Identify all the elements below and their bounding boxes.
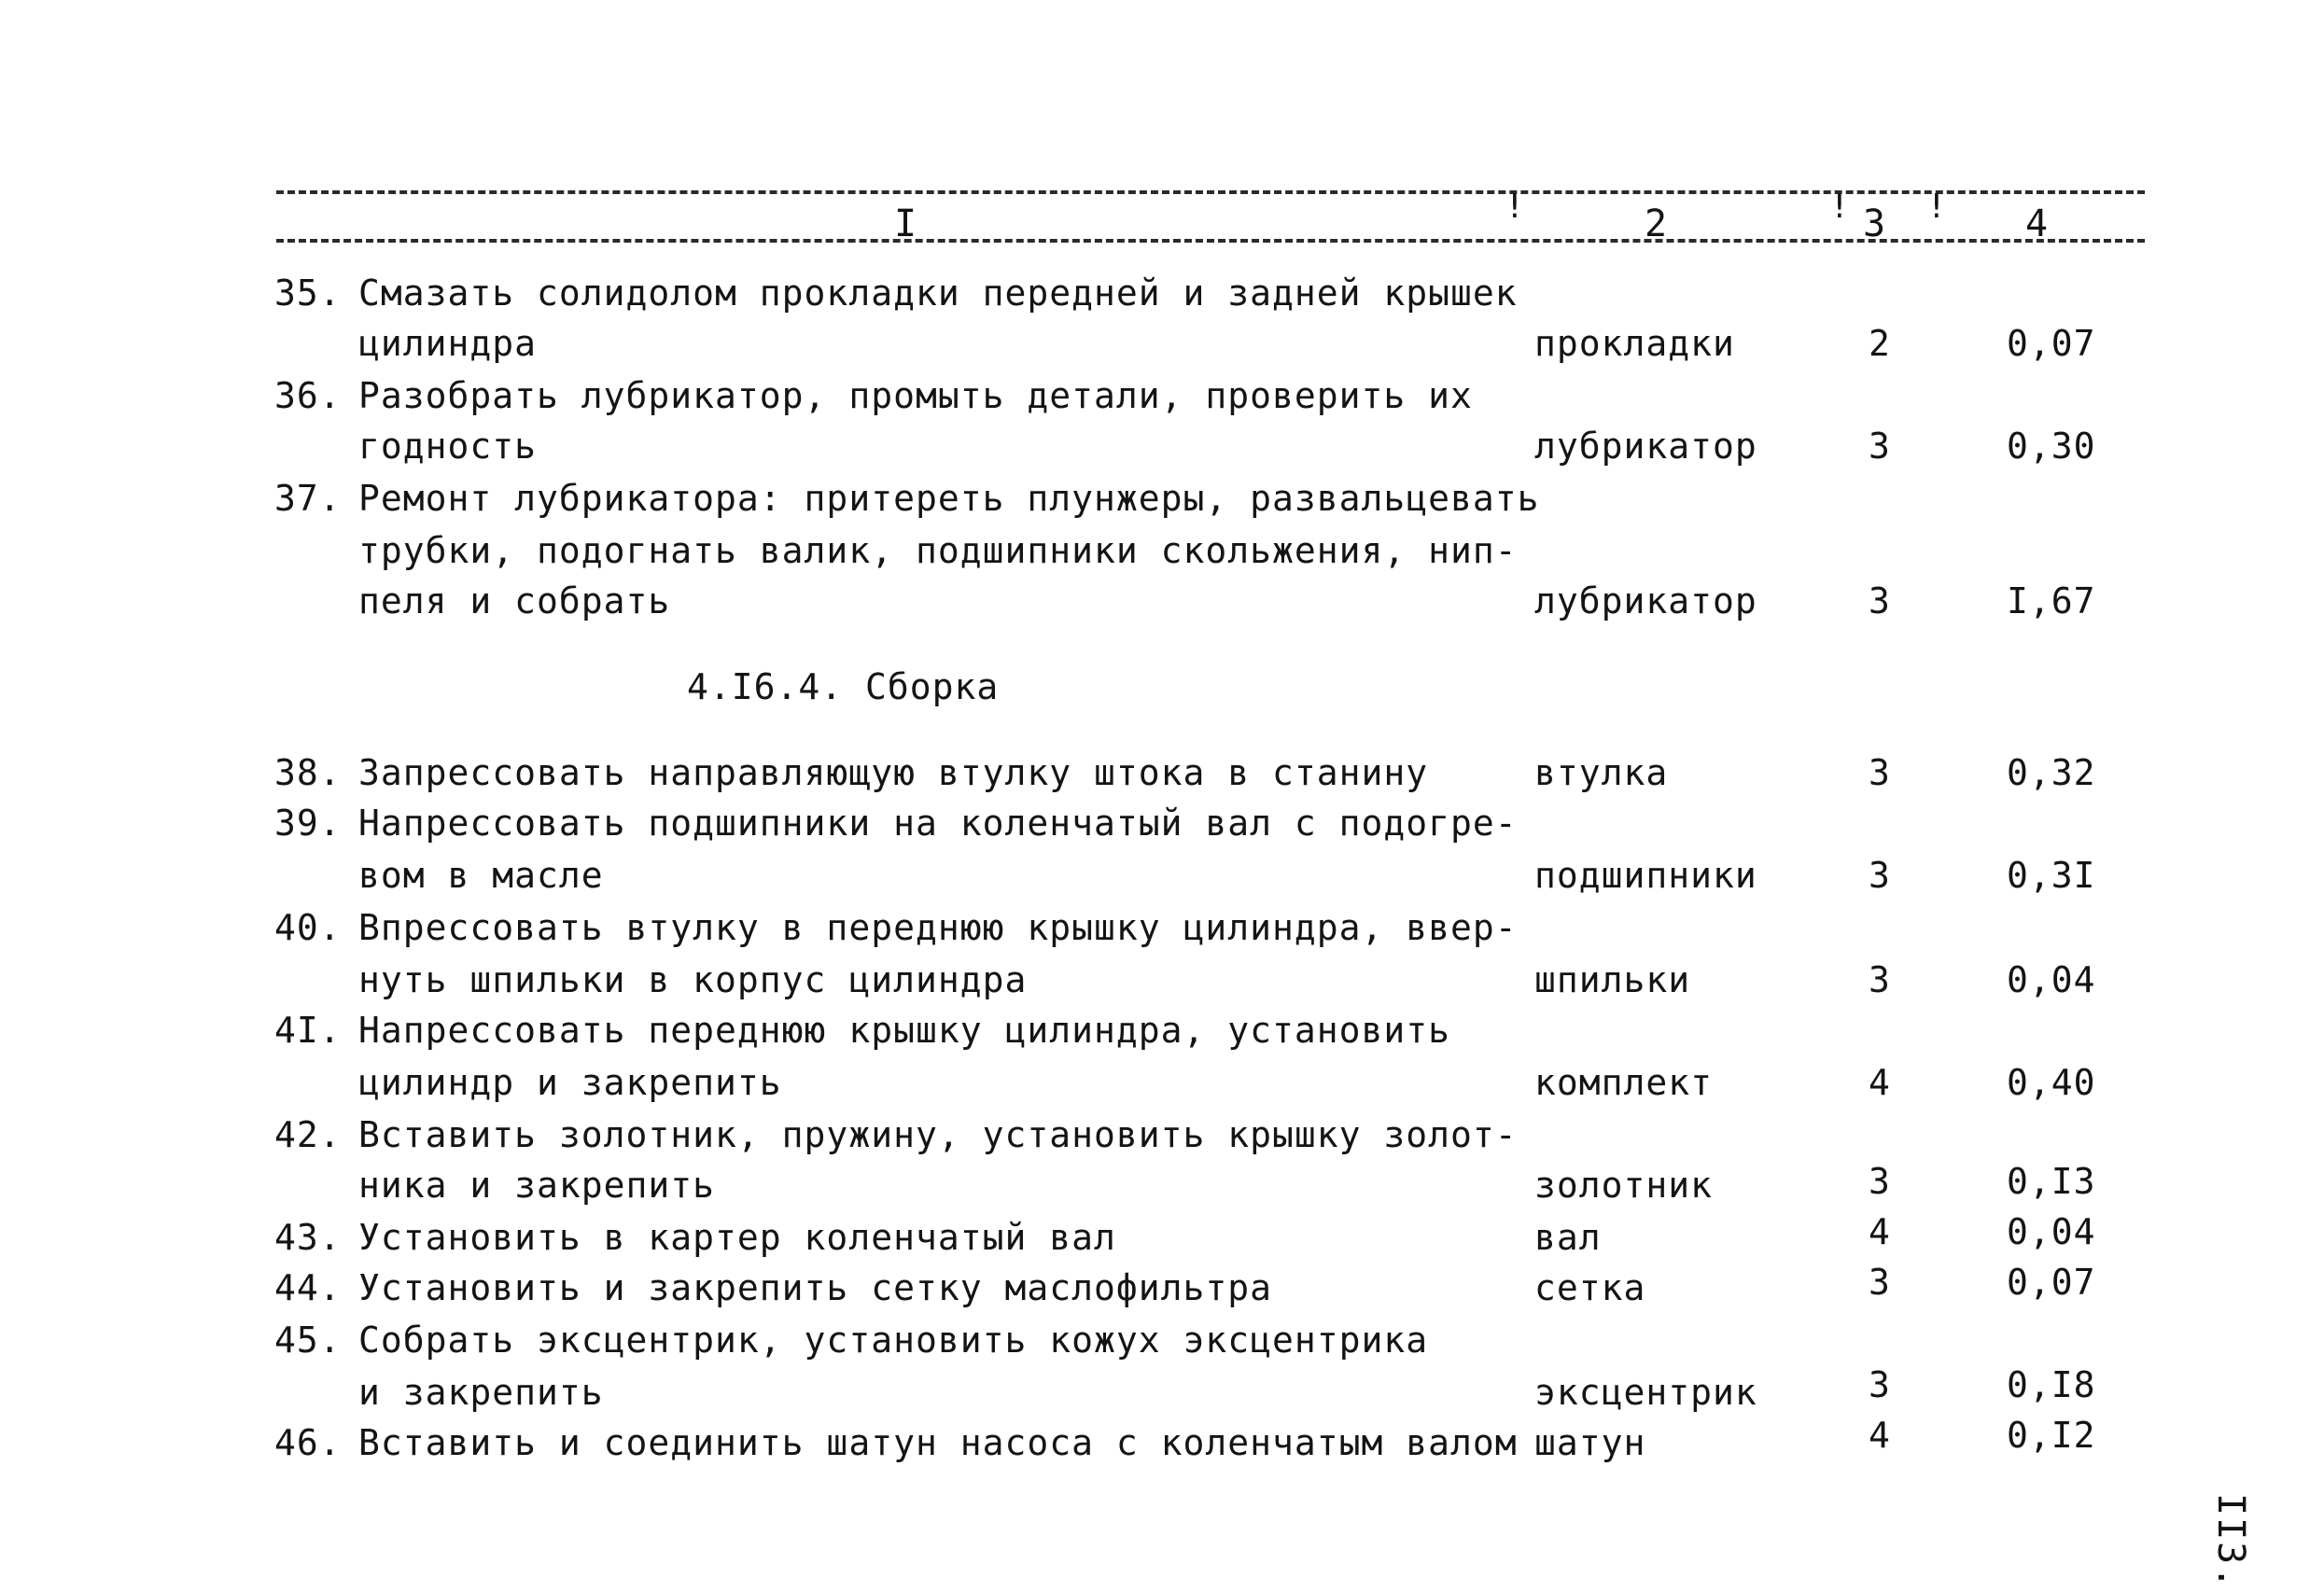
row-category: 3 [1869, 1364, 1891, 1405]
header-top-rule [276, 190, 2145, 194]
row-description: Собрать эксцентрик, установить кожух эксцентрика [358, 1320, 1429, 1361]
row-number: 37. [274, 478, 342, 519]
row-number: 40. [274, 907, 342, 948]
row-description: цилиндра [358, 323, 538, 364]
row-description: Ремонт лубрикатора: притереть плунжеры, развальцевать [358, 478, 1540, 519]
row-time: 0,I3 [2007, 1161, 2096, 1202]
row-part: комплект [1534, 1062, 1714, 1103]
row-number: 44. [274, 1267, 342, 1308]
row-category: 3 [1869, 580, 1891, 621]
row-category: 3 [1869, 1161, 1891, 1202]
row-time: 0,I8 [2007, 1364, 2096, 1405]
row-part: шпильки [1534, 959, 1691, 1000]
row-description: Установить в картер коленчатый вал [358, 1217, 1116, 1258]
row-time: 0,07 [2007, 1262, 2096, 1303]
row-time: 0,30 [2007, 426, 2096, 467]
header-col3: 3 [1863, 202, 1886, 245]
row-number: 35. [274, 272, 342, 314]
row-description: нуть шпильки в корпус цилиндра [358, 959, 1028, 1000]
header-col4: 4 [2025, 202, 2049, 245]
row-description: Впрессовать втулку в переднюю крышку цилиндра, ввер- [358, 907, 1518, 948]
section-heading: 4.I6.4. Сборка [687, 666, 1000, 707]
row-description: годность [358, 426, 538, 467]
row-description: трубки, подогнать валик, подшипники скольжения, нип- [358, 530, 1518, 571]
row-time: 0,40 [2007, 1062, 2096, 1103]
row-category: 2 [1869, 323, 1891, 364]
row-number: 39. [274, 803, 342, 844]
row-time: I,67 [2007, 580, 2096, 621]
row-part: золотник [1534, 1165, 1714, 1206]
row-category: 3 [1869, 752, 1891, 793]
row-category: 3 [1869, 959, 1891, 1000]
row-description: Запрессовать направляющую втулку штока в станину [358, 752, 1429, 793]
row-number: 46. [274, 1422, 342, 1463]
row-number: 36. [274, 375, 342, 416]
row-part: прокладки [1534, 323, 1735, 364]
row-category: 3 [1869, 855, 1891, 896]
row-time: 0,07 [2007, 323, 2096, 364]
row-description: Напрессовать подшипники на коленчатый вал с подогре- [358, 803, 1518, 844]
header-separator-3: ! [1926, 188, 1947, 226]
page-number: II3. [2209, 1493, 2252, 1591]
row-time: 0,3I [2007, 855, 2096, 896]
row-part: лубрикатор [1534, 580, 1757, 621]
row-description: пеля и собрать [358, 580, 671, 621]
row-category: 3 [1869, 1262, 1891, 1303]
row-description: Вставить золотник, пружину, установить крышку золот- [358, 1114, 1518, 1155]
row-number: 4I. [274, 1010, 342, 1051]
row-description: Установить и закрепить сетку маслофильтра [358, 1267, 1272, 1308]
row-description: ника и закрепить [358, 1165, 716, 1206]
row-part: лубрикатор [1534, 426, 1757, 467]
row-time: 0,04 [2007, 1211, 2096, 1252]
header-col1: I [894, 202, 917, 245]
row-category: 4 [1869, 1415, 1891, 1456]
row-description: Смазать солидолом прокладки передней и задней крышек [358, 272, 1518, 314]
row-part: подшипники [1534, 855, 1757, 896]
row-part: шатун [1534, 1422, 1646, 1463]
row-part: сетка [1534, 1267, 1646, 1308]
header-separator-1: ! [1505, 188, 1525, 226]
row-time: 0,I2 [2007, 1415, 2096, 1456]
row-number: 45. [274, 1320, 342, 1361]
row-part: эксцентрик [1534, 1372, 1757, 1413]
row-category: 4 [1869, 1211, 1891, 1252]
row-category: 3 [1869, 426, 1891, 467]
row-description: и закрепить [358, 1372, 604, 1413]
row-number: 38. [274, 752, 342, 793]
row-description: Вставить и соединить шатун насоса с коленчатым валом [358, 1422, 1518, 1463]
row-part: втулка [1534, 752, 1669, 793]
row-time: 0,32 [2007, 752, 2096, 793]
row-description: Напрессовать переднюю крышку цилиндра, установить [358, 1010, 1451, 1051]
row-part: вал [1534, 1217, 1602, 1258]
row-description: цилиндр и закрепить [358, 1062, 782, 1103]
row-number: 43. [274, 1217, 342, 1258]
header-col2: 2 [1645, 202, 1668, 245]
row-number: 42. [274, 1114, 342, 1155]
header-separator-2: ! [1829, 188, 1850, 226]
row-category: 4 [1869, 1062, 1891, 1103]
row-time: 0,04 [2007, 959, 2096, 1000]
row-description: Разобрать лубрикатор, промыть детали, проверить их [358, 375, 1473, 416]
row-description: вом в масле [358, 855, 604, 896]
